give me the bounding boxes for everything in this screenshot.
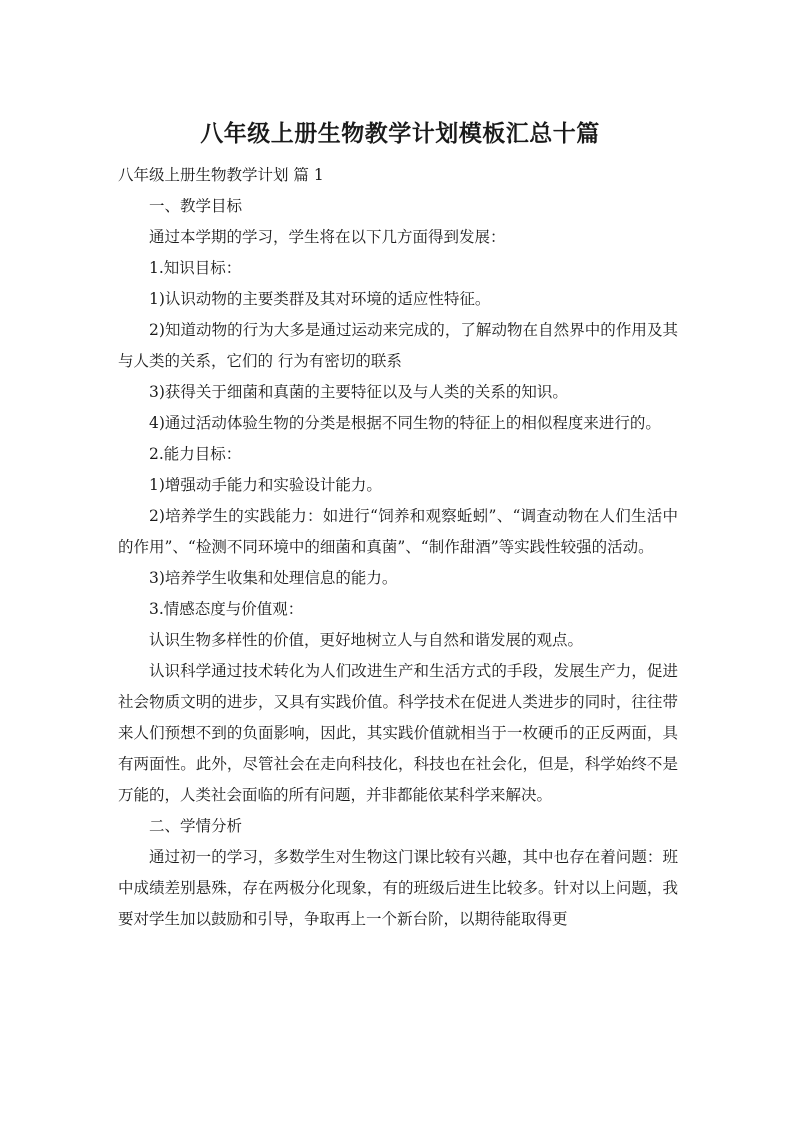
list-heading: 2.能力目标： bbox=[149, 445, 242, 463]
list-item: 3)获得关于细菌和真菌的主要特征以及与人类的关系的知识。 bbox=[149, 383, 568, 401]
list-item: 3)培养学生收集和处理信息的能力。 bbox=[149, 569, 398, 587]
list-item: 2)知道动物的行为大多是通过运动来完成的，了解动物在自然界中的作用及其与人类的关系，它们的 行为有密切的联系 bbox=[118, 321, 678, 370]
subsection-heading: 一、教学目标 bbox=[149, 197, 243, 215]
paragraph: 认识科学通过技术转化为人们改进生产和生活方式的手段，发展生产力，促进社会物质文明的进步，又具有实践价值。科学技术在促进人类进步的同时，往往带来人们预想不到的负面影响，因此，其实践价值就相当于一枚硬币的正反两面，具有两面性。此外，尽管社会在走向科技化，科技也在社会化，但是，科学始终不是万能的，人类社会面临的所有问题，并非都能依某科学来解决。 bbox=[118, 662, 678, 804]
section-heading: 八年级上册生物教学计划 篇 1 bbox=[118, 166, 324, 184]
paragraph: 通过初一的学习，多数学生对生物这门课比较有兴趣，其中也存在着问题：班中成绩差别悬殊，存在两极分化现象，有的班级后进生比较多。针对以上问题，我要对学生加以鼓励和引导，争取再上一个新台阶，以期待能取得更 bbox=[118, 848, 678, 928]
document-body bbox=[118, 160, 678, 935]
document-title: 八年级上册生物教学计划模板汇总十篇 bbox=[200, 121, 600, 147]
list-item: 2)培养学生的实践能力：如进行“饲养和观察蚯蚓”、“调查动物在人们生活中的作用”、“检测不同环境中的细菌和真菌”、“制作甜酒”等实践性较强的活动。 bbox=[118, 507, 678, 556]
list-item: 1)增强动手能力和实验设计能力。 bbox=[149, 476, 382, 494]
list-heading: 3.情感态度与价值观： bbox=[149, 600, 304, 618]
list-item: 1)认识动物的主要类群及其对环境的适应性特征。 bbox=[149, 290, 491, 308]
list-heading: 1.知识目标： bbox=[149, 259, 242, 277]
paragraph: 认识生物多样性的价值，更好地树立人与自然和谐发展的观点。 bbox=[149, 631, 584, 649]
list-item: 4)通过活动体验生物的分类是根据不同生物的特征上的相似程度来进行的。 bbox=[149, 414, 661, 432]
paragraph: 通过本学期的学习，学生将在以下几方面得到发展： bbox=[149, 228, 506, 246]
subsection-heading: 二、学情分析 bbox=[149, 817, 243, 835]
